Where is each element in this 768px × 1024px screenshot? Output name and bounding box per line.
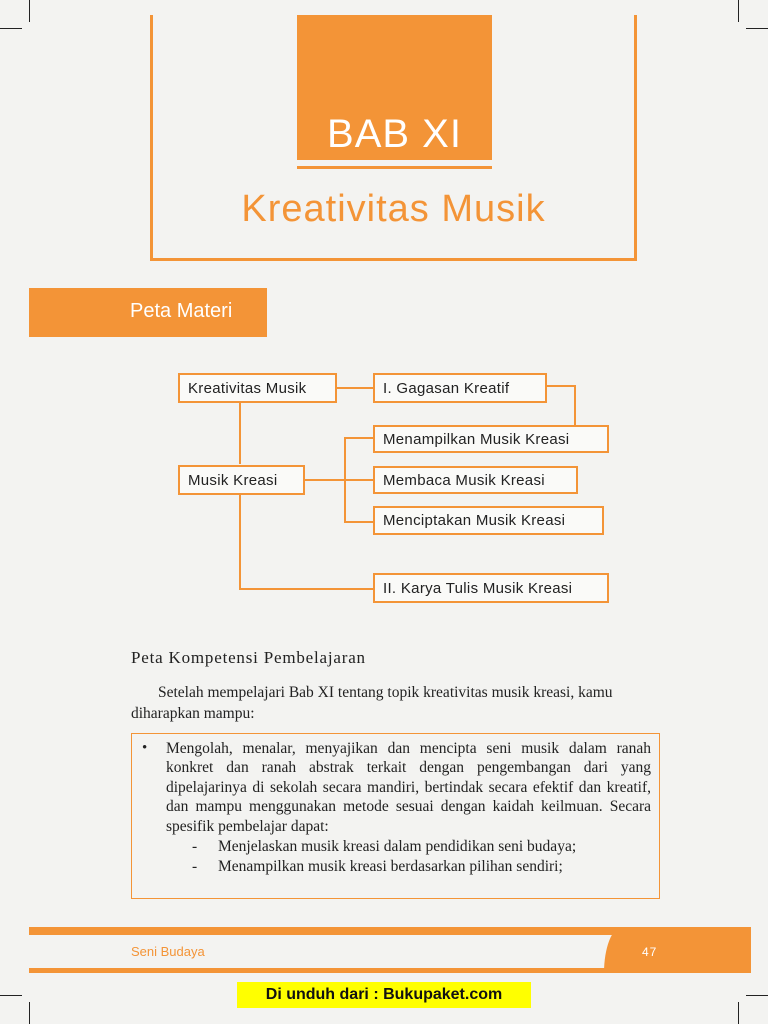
- crop-mark: [0, 995, 22, 996]
- chapter-number-rule: [297, 166, 492, 169]
- node-menampilkan: Menampilkan Musik Kreasi: [373, 425, 609, 453]
- node-karya-tulis: II. Karya Tulis Musik Kreasi: [373, 573, 609, 603]
- download-source-link[interactable]: Di unduh dari : Bukupaket.com: [237, 982, 531, 1008]
- crop-mark: [746, 995, 768, 996]
- crop-mark: [29, 1002, 30, 1024]
- crop-mark: [746, 28, 768, 29]
- sub-item-text: Menampilkan musik kreasi berdasarkan pilihan sendiri;: [218, 858, 563, 875]
- chapter-frame-left: [150, 15, 153, 261]
- chapter-number: BAB XI: [327, 112, 462, 156]
- node-membaca: Membaca Musik Kreasi: [373, 466, 578, 494]
- connector: [337, 387, 374, 389]
- sub-item-dash: -: [192, 858, 198, 875]
- crop-mark: [29, 0, 30, 22]
- footer-rule: [29, 968, 751, 973]
- connector: [344, 437, 373, 439]
- crop-mark: [738, 0, 739, 22]
- crop-mark: [0, 28, 22, 29]
- kompetensi-bullet-text: Mengolah, menalar, menyajikan dan mencipta seni musik dalam ranah konkret dan ranah abstrak terkait dengan pengembangan dari yang dipelajarinya di sekolah secara mandiri, bertindak secara efektif dan kreatif, dan mampu menggunakan metode sesuai dengan kaidah keilmuan. Secara spesifik pembelajar dapat:: [166, 740, 651, 835]
- bullet-icon: •: [142, 740, 148, 756]
- sub-item-text: Menjelaskan musik kreasi dalam pendidikan seni budaya;: [218, 838, 577, 855]
- node-gagasan-kreatif: I. Gagasan Kreatif: [373, 373, 547, 403]
- node-menciptakan: Menciptakan Musik Kreasi: [373, 506, 604, 535]
- connector: [344, 521, 373, 523]
- page-number: 47: [642, 945, 658, 959]
- peta-materi-label: Peta Materi: [130, 300, 233, 322]
- connector: [344, 437, 346, 523]
- node-kreativitas-musik: Kreativitas Musik: [178, 373, 337, 403]
- connector: [239, 494, 241, 589]
- kompetensi-heading: Peta Kompetensi Pembelajaran: [131, 648, 366, 667]
- crop-mark: [738, 1002, 739, 1024]
- connector: [305, 479, 373, 481]
- connector: [239, 588, 373, 590]
- footer-page-tab: [604, 927, 751, 973]
- chapter-frame-bottom: [150, 258, 637, 261]
- chapter-title: Kreativitas Musik: [241, 188, 546, 230]
- node-musik-kreasi: Musik Kreasi: [178, 465, 305, 495]
- footer-book-title: Seni Budaya: [131, 944, 205, 959]
- chapter-frame-right: [634, 15, 637, 261]
- connector: [239, 402, 241, 464]
- connector: [574, 385, 576, 427]
- sub-item-dash: -: [192, 838, 198, 855]
- kompetensi-intro: Setelah mempelajari Bab XI tentang topik kreativitas musik kreasi, kamu diharapkan mampu:: [131, 684, 613, 722]
- connector: [546, 385, 575, 387]
